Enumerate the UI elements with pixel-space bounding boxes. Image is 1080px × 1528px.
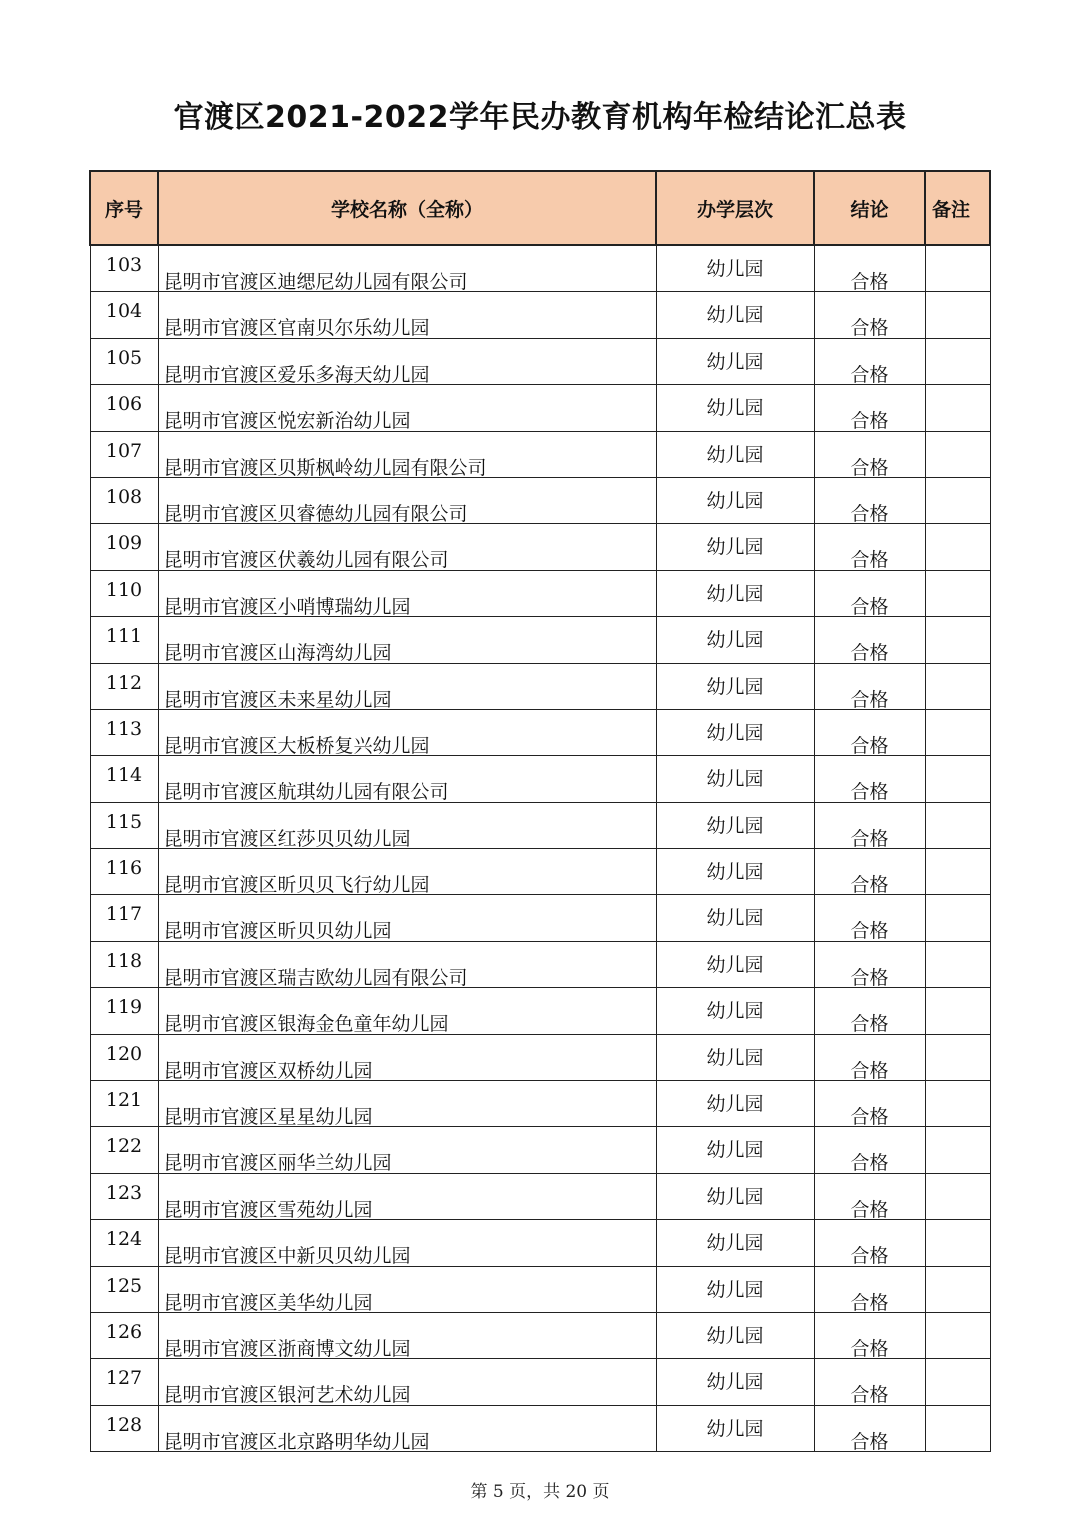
serial-number-cell — [90, 802, 158, 848]
school-name-cell — [158, 1081, 656, 1127]
remark-cell — [925, 1081, 990, 1127]
school-level-cell-text: 幼儿园 — [706, 258, 764, 280]
school-level-cell — [656, 477, 814, 523]
school-name-cell-text: 昆明市官渡区大板桥复兴幼儿园 — [163, 734, 430, 757]
serial-number-cell — [90, 1266, 158, 1312]
serial-number-cell — [90, 385, 158, 431]
table-body — [90, 245, 990, 1452]
serial-number-cell — [90, 1127, 158, 1173]
conclusion-cell — [814, 1081, 925, 1127]
table-row — [90, 802, 990, 848]
serial-number-cell — [90, 1081, 158, 1127]
serial-number-cell-text: 110 — [105, 578, 143, 601]
conclusion-cell-text: 合格 — [850, 1291, 889, 1314]
header-remark: 备注 — [925, 171, 990, 245]
school-level-cell-text: 幼儿园 — [706, 1417, 764, 1440]
school-name-cell-text: 昆明市官渡区中新贝贝幼儿园 — [163, 1245, 411, 1268]
serial-number-cell-text: 123 — [105, 1181, 143, 1204]
remark-cell — [925, 617, 990, 663]
school-level-cell-text: 幼儿园 — [706, 489, 764, 512]
school-name-cell-text: 昆明市官渡区昕贝贝飞行幼儿园 — [163, 874, 430, 897]
school-name-cell — [158, 477, 656, 523]
school-level-cell-text: 幼儿园 — [706, 1185, 764, 1208]
serial-number-cell-text: 117 — [105, 903, 143, 926]
school-name-cell — [158, 431, 656, 477]
school-level-cell — [656, 709, 814, 755]
school-level-cell — [656, 1173, 814, 1219]
header-school-name: 学校名称（全称） — [158, 171, 656, 245]
school-level-cell-text: 幼儿园 — [706, 907, 764, 930]
conclusion-cell-text: 合格 — [850, 966, 889, 989]
school-level-cell — [656, 802, 814, 848]
serial-number-cell — [90, 941, 158, 987]
school-name-cell — [158, 524, 656, 570]
serial-number-cell-text: 113 — [105, 717, 143, 740]
school-level-cell-text: 幼儿园 — [706, 1139, 764, 1162]
serial-number-cell — [90, 617, 158, 663]
school-name-cell-text: 昆明市官渡区银海金色童年幼儿园 — [163, 1013, 449, 1036]
school-level-cell — [656, 1266, 814, 1312]
serial-number-cell — [90, 663, 158, 709]
school-level-cell — [656, 988, 814, 1034]
conclusion-cell-text: 合格 — [850, 781, 889, 804]
school-name-cell-text: 昆明市官渡区贝睿德幼儿园有限公司 — [163, 502, 468, 525]
conclusion-cell-text: 合格 — [850, 271, 889, 293]
remark-cell — [925, 802, 990, 848]
school-name-cell-text: 昆明市官渡区美华幼儿园 — [163, 1291, 373, 1314]
school-name-cell-text: 昆明市官渡区未来星幼儿园 — [163, 688, 392, 711]
school-name-cell-text: 昆明市官渡区瑞吉欧幼儿园有限公司 — [163, 966, 468, 989]
table-row — [90, 385, 990, 431]
school-name-cell-text: 昆明市官渡区爱乐多海天幼儿园 — [163, 363, 430, 386]
remark-cell — [925, 709, 990, 755]
conclusion-cell — [814, 477, 925, 523]
remark-cell — [925, 895, 990, 941]
school-name-cell-text: 昆明市官渡区小哨博瑞幼儿园 — [163, 595, 411, 618]
serial-number-cell — [90, 1220, 158, 1266]
school-name-cell-text: 昆明市官渡区双桥幼儿园 — [163, 1059, 373, 1082]
serial-number-cell-text: 125 — [105, 1274, 143, 1297]
serial-number-cell-text: 124 — [105, 1228, 143, 1251]
remark-cell — [925, 849, 990, 895]
school-level-cell-text: 幼儿园 — [706, 397, 764, 420]
school-name-cell-text: 昆明市官渡区北京路明华幼儿园 — [163, 1430, 430, 1453]
conclusion-cell-text: 合格 — [850, 502, 889, 525]
school-level-cell — [656, 1034, 814, 1080]
conclusion-cell — [814, 338, 925, 384]
school-level-cell — [656, 941, 814, 987]
school-level-cell — [656, 1359, 814, 1405]
conclusion-cell-text: 合格 — [850, 1059, 889, 1082]
school-name-cell — [158, 1034, 656, 1080]
school-name-cell — [158, 663, 656, 709]
school-level-cell-text: 幼儿园 — [706, 582, 764, 605]
serial-number-cell-text: 127 — [105, 1367, 143, 1390]
school-name-cell — [158, 1359, 656, 1405]
school-level-cell-text: 幼儿园 — [706, 721, 764, 744]
remark-cell — [925, 245, 990, 292]
header-school-level: 办学层次 — [656, 171, 814, 245]
serial-number-cell-text: 103 — [105, 254, 143, 276]
conclusion-cell-text: 合格 — [850, 874, 889, 897]
school-name-cell-text: 昆明市官渡区红莎贝贝幼儿园 — [163, 827, 411, 850]
table-row — [90, 570, 990, 616]
serial-number-cell-text: 120 — [105, 1042, 143, 1065]
school-name-cell — [158, 292, 656, 338]
remark-cell — [925, 385, 990, 431]
school-name-cell — [158, 338, 656, 384]
school-level-cell — [656, 849, 814, 895]
table-row — [90, 1034, 990, 1080]
conclusion-cell — [814, 1405, 925, 1451]
remark-cell — [925, 1220, 990, 1266]
conclusion-cell — [814, 895, 925, 941]
school-name-cell-text: 昆明市官渡区官南贝尔乐幼儿园 — [163, 317, 430, 340]
remark-cell — [925, 570, 990, 616]
serial-number-cell-text: 114 — [105, 764, 143, 787]
table-row — [90, 1266, 990, 1312]
school-level-cell-text: 幼儿园 — [706, 1232, 764, 1255]
serial-number-cell — [90, 570, 158, 616]
remark-cell — [925, 292, 990, 338]
school-name-cell-text: 昆明市官渡区银河艺术幼儿园 — [163, 1384, 411, 1407]
school-level-cell — [656, 1312, 814, 1358]
table-row — [90, 1127, 990, 1173]
school-level-cell-text: 幼儿园 — [706, 1093, 764, 1116]
page-title: 官渡区2021-2022学年民办教育机构年检结论汇总表 — [173, 100, 907, 135]
conclusion-cell-text: 合格 — [850, 1106, 889, 1129]
conclusion-cell — [814, 663, 925, 709]
remark-cell — [925, 1312, 990, 1358]
school-name-cell — [158, 895, 656, 941]
conclusion-cell-text: 合格 — [850, 827, 889, 850]
school-name-cell — [158, 617, 656, 663]
remark-cell — [925, 431, 990, 477]
conclusion-cell-text: 合格 — [850, 1337, 889, 1360]
table-row — [90, 1220, 990, 1266]
conclusion-cell-text: 合格 — [850, 1384, 889, 1407]
school-name-cell-text: 昆明市官渡区航琪幼儿园有限公司 — [163, 781, 449, 804]
serial-number-cell — [90, 709, 158, 755]
serial-number-cell-text: 121 — [105, 1089, 143, 1112]
conclusion-cell — [814, 1173, 925, 1219]
serial-number-cell — [90, 292, 158, 338]
school-name-cell — [158, 988, 656, 1034]
remark-cell — [925, 663, 990, 709]
table-row — [90, 1312, 990, 1358]
table-row — [90, 895, 990, 941]
conclusion-cell-text: 合格 — [850, 1152, 889, 1175]
school-name-cell-text: 昆明市官渡区昕贝贝幼儿园 — [163, 920, 392, 943]
serial-number-cell — [90, 245, 158, 292]
serial-number-cell — [90, 477, 158, 523]
school-name-cell-text: 昆明市官渡区悦宏新治幼儿园 — [163, 410, 411, 433]
school-level-cell-text: 幼儿园 — [706, 304, 764, 327]
serial-number-cell — [90, 524, 158, 570]
conclusion-cell — [814, 1034, 925, 1080]
conclusion-cell — [814, 431, 925, 477]
table-row — [90, 1081, 990, 1127]
conclusion-cell — [814, 617, 925, 663]
page-footer: 第 5 页，共 20 页 — [470, 1482, 610, 1502]
serial-number-cell — [90, 431, 158, 477]
school-name-cell-text: 昆明市官渡区浙商博文幼儿园 — [163, 1337, 411, 1360]
table-header-row — [90, 171, 990, 245]
conclusion-cell — [814, 988, 925, 1034]
table-row — [90, 1359, 990, 1405]
conclusion-cell-text: 合格 — [850, 1013, 889, 1036]
conclusion-cell — [814, 849, 925, 895]
school-name-cell — [158, 1127, 656, 1173]
school-level-cell-text: 幼儿园 — [706, 350, 764, 373]
school-name-cell-text: 昆明市官渡区丽华兰幼儿园 — [163, 1152, 392, 1175]
remark-cell — [925, 1127, 990, 1173]
serial-number-cell — [90, 1034, 158, 1080]
conclusion-cell-text: 合格 — [850, 410, 889, 433]
conclusion-cell — [814, 1359, 925, 1405]
school-level-cell — [656, 895, 814, 941]
serial-number-cell-text: 115 — [105, 810, 143, 833]
school-level-cell — [656, 292, 814, 338]
table-row — [90, 756, 990, 802]
school-name-cell-text: 昆明市官渡区迪缌尼幼儿园有限公司 — [163, 271, 468, 293]
school-level-cell-text: 幼儿园 — [706, 1371, 764, 1394]
remark-cell — [925, 1266, 990, 1312]
remark-cell — [925, 988, 990, 1034]
conclusion-cell — [814, 570, 925, 616]
school-level-cell-text: 幼儿园 — [706, 675, 764, 698]
table-row — [90, 941, 990, 987]
conclusion-cell — [814, 245, 925, 292]
conclusion-cell-text: 合格 — [850, 642, 889, 665]
conclusion-cell-text: 合格 — [850, 595, 889, 618]
remark-cell — [925, 477, 990, 523]
serial-number-cell — [90, 988, 158, 1034]
table-row — [90, 617, 990, 663]
school-name-cell-text: 昆明市官渡区伏羲幼儿园有限公司 — [163, 549, 449, 572]
school-level-cell — [656, 756, 814, 802]
serial-number-cell-text: 105 — [105, 346, 143, 369]
conclusion-cell — [814, 292, 925, 338]
conclusion-cell — [814, 1220, 925, 1266]
school-name-cell — [158, 385, 656, 431]
serial-number-cell-text: 112 — [105, 671, 143, 694]
conclusion-cell-text: 合格 — [850, 549, 889, 572]
school-name-cell — [158, 941, 656, 987]
conclusion-cell — [814, 802, 925, 848]
school-level-cell — [656, 1220, 814, 1266]
school-level-cell — [656, 385, 814, 431]
school-level-cell — [656, 663, 814, 709]
conclusion-cell — [814, 756, 925, 802]
remark-cell — [925, 1405, 990, 1451]
remark-cell — [925, 1034, 990, 1080]
serial-number-cell-text: 119 — [105, 996, 143, 1019]
table-row — [90, 1173, 990, 1219]
conclusion-cell-text: 合格 — [850, 688, 889, 711]
summary-table — [89, 170, 991, 1452]
remark-cell — [925, 941, 990, 987]
school-level-cell-text: 幼儿园 — [706, 814, 764, 837]
serial-number-cell — [90, 338, 158, 384]
school-name-cell — [158, 1173, 656, 1219]
conclusion-cell — [814, 385, 925, 431]
school-name-cell — [158, 849, 656, 895]
school-level-cell-text: 幼儿园 — [706, 1046, 764, 1069]
school-name-cell — [158, 1312, 656, 1358]
table-row — [90, 709, 990, 755]
table-row — [90, 477, 990, 523]
serial-number-cell — [90, 1312, 158, 1358]
school-level-cell-text: 幼儿园 — [706, 443, 764, 466]
school-level-cell-text: 幼儿园 — [706, 1000, 764, 1023]
table-row — [90, 245, 990, 292]
remark-cell — [925, 524, 990, 570]
table-row — [90, 292, 990, 338]
table-row — [90, 1405, 990, 1451]
remark-cell — [925, 756, 990, 802]
serial-number-cell-text: 116 — [105, 857, 143, 880]
school-level-cell-text: 幼儿园 — [706, 536, 764, 559]
remark-cell — [925, 1359, 990, 1405]
conclusion-cell — [814, 1312, 925, 1358]
conclusion-cell-text: 合格 — [850, 920, 889, 943]
serial-number-cell — [90, 1405, 158, 1451]
school-level-cell-text: 幼儿园 — [706, 768, 764, 791]
remark-cell — [925, 1173, 990, 1219]
school-level-cell — [656, 570, 814, 616]
serial-number-cell — [90, 1173, 158, 1219]
conclusion-cell — [814, 1266, 925, 1312]
school-name-cell — [158, 1405, 656, 1451]
serial-number-cell-text: 104 — [105, 300, 143, 323]
school-name-cell — [158, 709, 656, 755]
school-level-cell — [656, 524, 814, 570]
school-name-cell-text: 昆明市官渡区山海湾幼儿园 — [163, 642, 392, 665]
serial-number-cell — [90, 849, 158, 895]
conclusion-cell-text: 合格 — [850, 317, 889, 340]
header-serial-number: 序号 — [90, 171, 158, 245]
serial-number-cell-text: 109 — [105, 532, 143, 555]
serial-number-cell-text: 111 — [105, 625, 143, 648]
table-row — [90, 524, 990, 570]
serial-number-cell-text: 126 — [105, 1320, 143, 1343]
school-level-cell-text: 幼儿园 — [706, 1324, 764, 1347]
serial-number-cell-text: 107 — [105, 439, 143, 462]
serial-number-cell-text: 122 — [105, 1135, 143, 1158]
school-level-cell — [656, 1127, 814, 1173]
serial-number-cell-text: 128 — [105, 1413, 143, 1436]
school-level-cell — [656, 245, 814, 292]
conclusion-cell — [814, 709, 925, 755]
school-level-cell — [656, 1405, 814, 1451]
school-name-cell — [158, 570, 656, 616]
conclusion-cell-text: 合格 — [850, 734, 889, 757]
school-name-cell — [158, 1266, 656, 1312]
school-level-cell-text: 幼儿园 — [706, 861, 764, 884]
school-level-cell — [656, 431, 814, 477]
serial-number-cell-text: 106 — [105, 393, 143, 416]
school-level-cell — [656, 1081, 814, 1127]
school-level-cell-text: 幼儿园 — [706, 629, 764, 652]
serial-number-cell-text: 108 — [105, 485, 143, 508]
serial-number-cell-text: 118 — [105, 949, 143, 972]
conclusion-cell-text: 合格 — [850, 1430, 889, 1453]
conclusion-cell — [814, 941, 925, 987]
table-row — [90, 849, 990, 895]
remark-cell — [925, 338, 990, 384]
conclusion-cell-text: 合格 — [850, 363, 889, 386]
school-level-cell — [656, 338, 814, 384]
school-name-cell — [158, 756, 656, 802]
school-name-cell-text: 昆明市官渡区雪苑幼儿园 — [163, 1198, 373, 1221]
school-name-cell-text: 昆明市官渡区星星幼儿园 — [163, 1106, 373, 1129]
conclusion-cell — [814, 1127, 925, 1173]
table-row — [90, 663, 990, 709]
serial-number-cell — [90, 895, 158, 941]
table-row — [90, 338, 990, 384]
conclusion-cell-text: 合格 — [850, 1245, 889, 1268]
table-row — [90, 988, 990, 1034]
school-level-cell — [656, 617, 814, 663]
school-name-cell — [158, 1220, 656, 1266]
serial-number-cell — [90, 1359, 158, 1405]
header-conclusion: 结论 — [814, 171, 925, 245]
school-name-cell — [158, 802, 656, 848]
school-level-cell-text: 幼儿园 — [706, 953, 764, 976]
serial-number-cell — [90, 756, 158, 802]
school-name-cell — [158, 245, 656, 292]
conclusion-cell-text: 合格 — [850, 1198, 889, 1221]
school-name-cell-text: 昆明市官渡区贝斯枫岭幼儿园有限公司 — [163, 456, 487, 479]
conclusion-cell — [814, 524, 925, 570]
conclusion-cell-text: 合格 — [850, 456, 889, 479]
table-row — [90, 431, 990, 477]
school-level-cell-text: 幼儿园 — [706, 1278, 764, 1301]
